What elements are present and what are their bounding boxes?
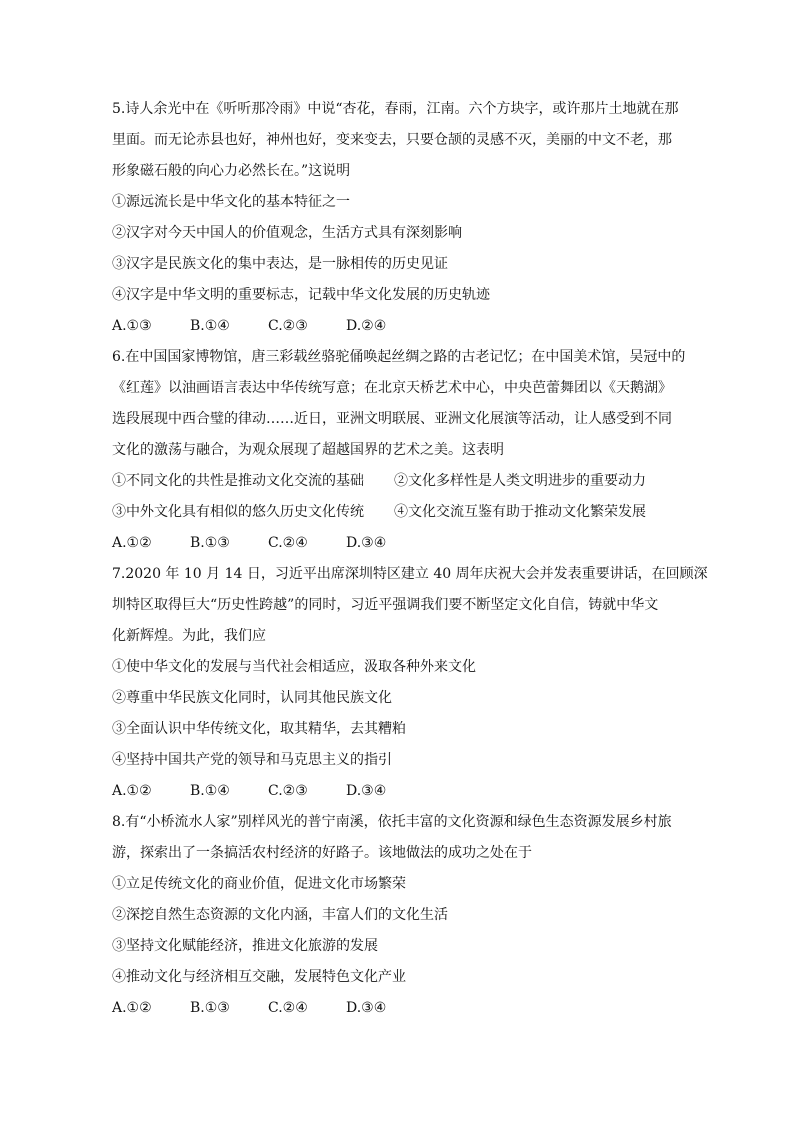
question-6 bbox=[112, 342, 692, 559]
answer-option-a[interactable]: A.①② bbox=[112, 1000, 152, 1016]
question-stem-line: 8.有“小桥流水人家”别样风光的普宁南溪，依托丰富的文化资源和绿色生态资源发展乡村旅 bbox=[112, 814, 672, 830]
statement-item-pair bbox=[112, 466, 692, 497]
statement-item: ④文化交流互鉴有助于推动文化繁荣发展 bbox=[394, 504, 646, 520]
statement-item: ③全面认识中华传统文化，取其精华，去其糟粕 bbox=[112, 721, 406, 737]
question-stem-line: 6.在中国国家博物馆，唐三彩载丝骆驼俑唤起丝绸之路的古老记忆；在中国美术馆，吴冠中的 bbox=[112, 349, 686, 365]
statement-item: ①源远流长是中华文化的基本特征之一 bbox=[112, 194, 350, 210]
answer-option-c[interactable]: C.②③ bbox=[268, 318, 308, 334]
question-stem-line: 里面。而无论赤县也好，神州也好，变来变去，只要仓颉的灵感不灭，美丽的中文不老，那 bbox=[112, 132, 672, 148]
answer-option-d[interactable]: D.③④ bbox=[346, 535, 387, 551]
statement-item: ③坚持文化赋能经济，推进文化旅游的发展 bbox=[112, 938, 378, 954]
question-stem-line: 文化的激荡与融合，为观众展现了超越国界的艺术之美。这表明 bbox=[112, 442, 504, 458]
answer-option-a[interactable]: A.①② bbox=[112, 783, 152, 799]
question-stem-line: 选段展现中西合璧的律动……近日，亚洲文明联展、亚洲文化展演等活动，让人感受到不同 bbox=[112, 411, 672, 427]
answer-option-a[interactable]: A.①③ bbox=[112, 318, 152, 334]
answer-option-c[interactable]: C.②③ bbox=[268, 783, 308, 799]
answer-option-d[interactable]: D.③④ bbox=[346, 1000, 387, 1016]
answer-option-a[interactable]: A.①② bbox=[112, 535, 152, 551]
question-stem-line: 5.诗人余光中在《听听那冷雨》中说“杏花，春雨，江南。六个方块字，或许那片土地就在那 bbox=[112, 101, 679, 117]
statement-item: ④汉字是中华文明的重要标志，记载中华文化发展的历史轨迹 bbox=[112, 287, 490, 303]
statement-item: ④推动文化与经济相互交融，发展特色文化产业 bbox=[112, 969, 406, 985]
statement-item: ②汉字对今天中国人的价值观念，生活方式具有深刻影响 bbox=[112, 225, 462, 241]
exam-page bbox=[112, 94, 708, 1024]
question-stem-line: 7.2020 年 10 月 14 日，习近平出席深圳特区建立 40 周年庆祝大会并发表重要讲话，在回顾深 bbox=[112, 566, 708, 582]
answer-option-c[interactable]: C.②④ bbox=[268, 1000, 308, 1016]
statement-item: ④坚持中国共产党的领导和马克思主义的指引 bbox=[112, 752, 392, 768]
question-stem-line: 圳特区取得巨大“历史性跨越”的同时，习近平强调我们要不断坚定文化自信，铸就中华文 bbox=[112, 597, 659, 613]
question-7 bbox=[112, 559, 708, 807]
statement-item: ②文化多样性是人类文明进步的重要动力 bbox=[394, 473, 646, 489]
question-8 bbox=[112, 807, 692, 1024]
statement-item: ③中外文化具有相似的悠久历史文化传统 bbox=[112, 504, 364, 520]
statement-item: ②尊重中华民族文化同时，认同其他民族文化 bbox=[112, 690, 392, 706]
answer-options bbox=[112, 776, 692, 807]
statement-item: ①不同文化的共性是推动文化交流的基础 bbox=[112, 473, 364, 489]
answer-option-d[interactable]: D.③④ bbox=[346, 783, 387, 799]
statement-item: ①使中华文化的发展与当代社会相适应，汲取各种外来文化 bbox=[112, 659, 476, 675]
answer-option-b[interactable]: B.①④ bbox=[190, 318, 230, 334]
question-stem-line: 形象磁石般的向心力必然长在。”这说明 bbox=[112, 163, 351, 179]
answer-option-b[interactable]: B.①④ bbox=[190, 783, 230, 799]
question-stem-line: 化新辉煌。为此，我们应 bbox=[112, 628, 266, 644]
statement-item: ②深挖自然生态资源的文化内涵，丰富人们的文化生活 bbox=[112, 907, 448, 923]
answer-options bbox=[112, 528, 692, 559]
statement-item: ③汉字是民族文化的集中表达，是一脉相传的历史见证 bbox=[112, 256, 448, 272]
answer-option-c[interactable]: C.②④ bbox=[268, 535, 308, 551]
statement-item: ①立足传统文化的商业价值，促进文化市场繁荣 bbox=[112, 876, 406, 892]
question-stem-line: 《红莲》以油画语言表达中华传统写意；在北京天桥艺术中心，中央芭蕾舞团以《天鹅湖》 bbox=[112, 380, 672, 396]
statement-item-pair bbox=[112, 497, 692, 528]
answer-options bbox=[112, 311, 692, 342]
answer-option-b[interactable]: B.①③ bbox=[190, 535, 230, 551]
answer-option-d[interactable]: D.②④ bbox=[346, 318, 387, 334]
answer-options bbox=[112, 993, 692, 1024]
question-5 bbox=[112, 94, 692, 342]
answer-option-b[interactable]: B.①③ bbox=[190, 1000, 230, 1016]
question-stem-line: 游，探索出了一条搞活农村经济的好路子。该地做法的成功之处在于 bbox=[112, 845, 532, 861]
